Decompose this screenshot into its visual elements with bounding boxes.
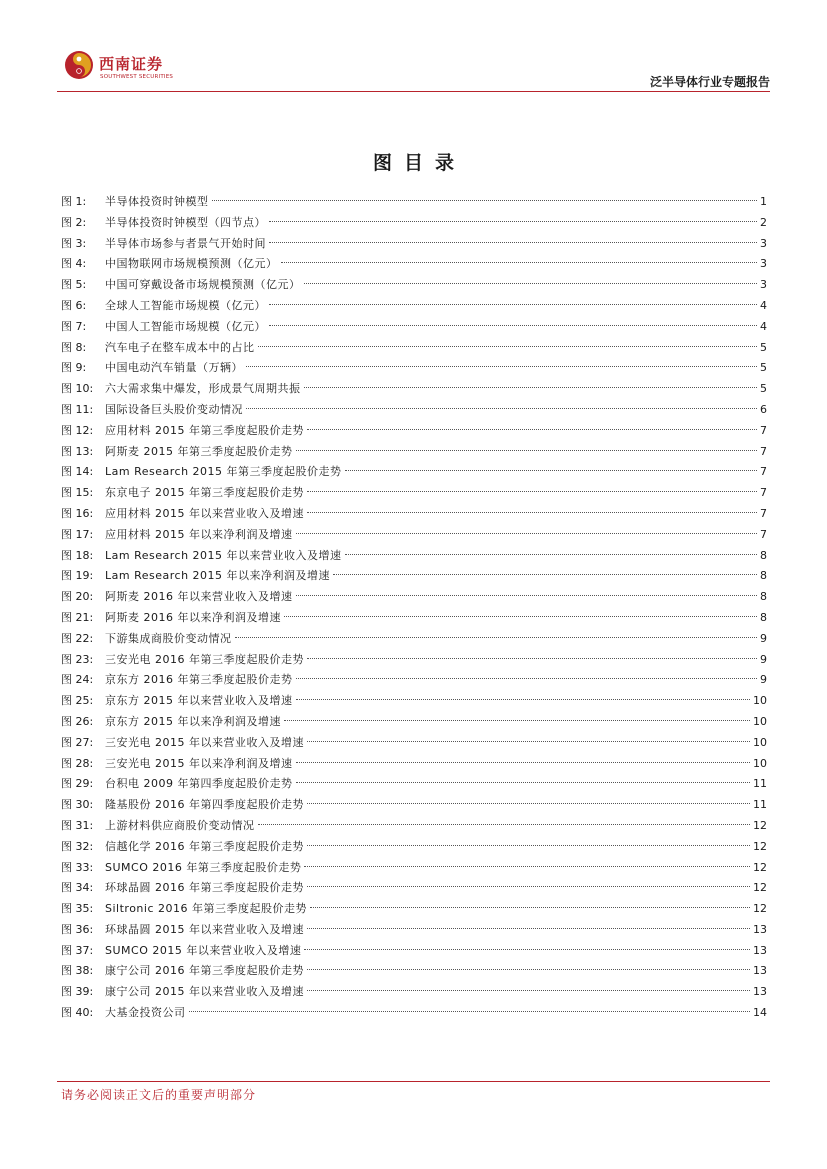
toc-entry-number: 图 11: [61, 402, 94, 416]
toc-entry-number: 图 36: [61, 922, 94, 936]
toc-entry-page: 11 [753, 777, 767, 791]
toc-entry[interactable] [61, 254, 767, 275]
toc-entry-number: 图 7: [61, 319, 87, 333]
toc-entry-title: 三安光电 2015 年以来营业收入及增速 [105, 735, 304, 749]
toc-entry-leader [284, 616, 757, 617]
toc-entry-number: 图 37: [61, 943, 94, 957]
toc-entry[interactable] [61, 961, 767, 982]
toc-entry-leader [296, 533, 758, 534]
toc-entry-title: 三安光电 2016 年第三季度起股价走势 [105, 652, 304, 666]
toc-entry-number: 图 28: [61, 756, 94, 770]
toc-entry-title: 汽车电子在整车成本中的占比 [105, 340, 255, 354]
toc-entry-title: 京东方 2015 年以来营业收入及增速 [105, 694, 293, 708]
toc-entry[interactable] [61, 691, 767, 712]
toc-entry[interactable] [61, 546, 767, 567]
toc-entry-number: 图 29: [61, 777, 94, 791]
toc-entry-page: 7 [760, 527, 767, 541]
toc-entry-title: 六大需求集中爆发，形成景气周期共振 [105, 382, 301, 396]
toc-entry-page: 3 [760, 278, 767, 292]
toc-entry-leader [304, 387, 758, 388]
toc-entry-number: 图 17: [61, 527, 94, 541]
toc-entry[interactable] [61, 733, 767, 754]
toc-entry-number: 图 4: [61, 257, 87, 271]
toc-entry-page: 3 [760, 257, 767, 271]
toc-entry[interactable] [61, 421, 767, 442]
toc-entry-leader [307, 969, 750, 970]
toc-entry-leader [269, 325, 757, 326]
toc-entry-page: 11 [753, 798, 767, 812]
toc-entry-title: 阿斯麦 2016 年以来净利润及增速 [105, 610, 281, 624]
toc-entry[interactable] [61, 878, 767, 899]
toc-entry-title: 上游材料供应商股价变动情况 [105, 818, 255, 832]
toc-entry-page: 8 [760, 590, 767, 604]
toc-entry-leader [310, 907, 750, 908]
page-title: 图目录 [372, 152, 466, 174]
toc-entry[interactable] [61, 317, 767, 338]
toc-entry-number: 图 2: [61, 215, 87, 229]
toc-entry-number: 图 21: [61, 610, 94, 624]
toc-entry-page: 9 [760, 631, 767, 645]
toc-entry-number: 图 9: [61, 361, 87, 375]
toc-entry-page: 10 [753, 756, 767, 770]
toc-entry-number: 图 15: [61, 486, 94, 500]
toc-entry-page: 4 [760, 298, 767, 312]
toc-entry-title: 中国可穿戴设备市场规模预测（亿元） [105, 278, 301, 292]
toc-entry-number: 图 23: [61, 652, 94, 666]
toc-entry-title: Lam Research 2015 年以来净利润及增速 [105, 569, 331, 583]
toc-entry-number: 图 12: [61, 423, 94, 437]
toc-entry-number: 图 10: [61, 382, 94, 396]
figure-index-list [61, 192, 767, 1024]
toc-entry-number: 图 25: [61, 694, 94, 708]
toc-entry[interactable] [61, 712, 767, 733]
toc-entry-number: 图 13: [61, 444, 94, 458]
toc-entry[interactable] [61, 296, 767, 317]
toc-entry[interactable] [61, 442, 767, 463]
toc-entry-page: 12 [753, 881, 767, 895]
toc-entry-title: 康宁公司 2016 年第三季度起股价走势 [105, 964, 304, 978]
toc-entry-page: 9 [760, 652, 767, 666]
toc-entry-leader [296, 678, 758, 679]
brand-name-en: SOUTHWEST SECURITIES [100, 74, 174, 80]
toc-entry-title: 京东方 2015 年以来净利润及增速 [105, 714, 281, 728]
toc-entry[interactable] [61, 982, 767, 1003]
toc-entry[interactable] [61, 899, 767, 920]
toc-entry-page: 1 [760, 195, 767, 208]
toc-entry-leader [304, 866, 750, 867]
toc-entry-title: 应用材料 2015 年以来净利润及增速 [105, 527, 293, 541]
toc-entry-leader [307, 658, 757, 659]
brand-name-cn: 西南证券 [99, 55, 164, 73]
toc-entry-title: 全球人工智能市场规模（亿元） [105, 298, 266, 312]
toc-entry-page: 13 [753, 943, 767, 957]
toc-entry-title: SUMCO 2015 年以来营业收入及增速 [105, 943, 302, 957]
toc-entry-leader [284, 720, 750, 721]
toc-entry[interactable] [61, 795, 767, 816]
toc-entry-page: 12 [753, 860, 767, 874]
toc-entry-leader [281, 262, 758, 263]
toc-entry-leader [269, 221, 757, 222]
toc-entry-number: 图 8: [61, 340, 87, 354]
toc-entry-title: 京东方 2016 年第三季度起股价走势 [105, 673, 293, 687]
toc-entry[interactable] [61, 483, 767, 504]
toc-entry[interactable] [61, 858, 767, 879]
toc-entry[interactable] [61, 650, 767, 671]
toc-entry-page: 7 [760, 465, 767, 479]
toc-entry-page: 10 [753, 694, 767, 708]
toc-entry-title: 中国电动汽车销量（万辆） [105, 361, 243, 375]
toc-entry-number: 图 30: [61, 798, 94, 812]
toc-entry-leader [345, 554, 757, 555]
toc-entry-title: 半导体投资时钟模型（四节点） [105, 215, 266, 229]
toc-entry-number: 图 19: [61, 569, 94, 583]
toc-entry-page: 5 [760, 382, 767, 396]
toc-entry-number: 图 32: [61, 839, 94, 853]
toc-entry-leader [212, 200, 758, 201]
toc-entry-leader [307, 928, 750, 929]
toc-entry[interactable] [61, 816, 767, 837]
toc-entry-leader [189, 1011, 751, 1012]
toc-entry-title: 半导体投资时钟模型 [105, 195, 209, 208]
page-header [57, 44, 770, 92]
footer-disclaimer: 请务必阅读正文后的重要声明部分 [61, 1088, 257, 1102]
toc-entry-title: SUMCO 2016 年第三季度起股价走势 [105, 860, 302, 874]
toc-entry[interactable] [61, 338, 767, 359]
toc-entry-title: 应用材料 2015 年以来营业收入及增速 [105, 506, 304, 520]
toc-entry[interactable] [61, 608, 767, 629]
toc-entry-number: 图 33: [61, 860, 94, 874]
toc-entry[interactable] [61, 1003, 767, 1024]
toc-entry-number: 图 22: [61, 631, 94, 645]
toc-entry-page: 8 [760, 569, 767, 583]
toc-entry-page: 10 [753, 735, 767, 749]
toc-entry-title: 东京电子 2015 年第三季度起股价走势 [105, 486, 304, 500]
toc-entry-title: 信越化学 2016 年第三季度起股价走势 [105, 839, 304, 853]
toc-entry-title: Lam Research 2015 年以来营业收入及增速 [105, 548, 342, 562]
toc-entry[interactable] [61, 275, 767, 296]
toc-entry-leader [345, 470, 757, 471]
toc-entry-title: 国际设备巨头股价变动情况 [105, 402, 243, 416]
toc-entry-page: 14 [753, 1006, 767, 1020]
toc-entry-page: 12 [753, 839, 767, 853]
toc-entry-number: 图 6: [61, 298, 87, 312]
toc-entry[interactable] [61, 629, 767, 650]
toc-entry-title: Siltronic 2016 年第三季度起股价走势 [105, 902, 307, 916]
southwest-securities-logo-icon [64, 50, 94, 80]
toc-entry-leader [246, 366, 757, 367]
toc-entry-leader [304, 949, 750, 950]
toc-entry-title: 隆基股份 2016 年第四季度起股价走势 [105, 798, 304, 812]
toc-entry[interactable] [61, 525, 767, 546]
toc-entry[interactable] [61, 400, 767, 421]
toc-entry-page: 7 [760, 486, 767, 500]
toc-entry-number: 图 39: [61, 985, 94, 999]
toc-entry-page: 13 [753, 985, 767, 999]
toc-entry-leader [246, 408, 757, 409]
toc-entry-number: 图 3: [61, 236, 87, 250]
toc-entry-title: 阿斯麦 2015 年第三季度起股价走势 [105, 444, 293, 458]
toc-entry-leader [235, 637, 758, 638]
toc-entry[interactable] [61, 234, 767, 255]
toc-entry-title: Lam Research 2015 年第三季度起股价走势 [105, 465, 342, 479]
toc-entry-page: 8 [760, 548, 767, 562]
toc-entry[interactable] [61, 837, 767, 858]
toc-entry-leader [258, 824, 751, 825]
toc-entry[interactable] [61, 941, 767, 962]
footer-divider [57, 1081, 770, 1082]
toc-entry[interactable] [61, 192, 767, 213]
toc-entry-leader [296, 782, 751, 783]
toc-entry[interactable] [61, 358, 767, 379]
toc-entry-number: 图 31: [61, 818, 94, 832]
toc-entry-title: 大基金投资公司 [105, 1006, 186, 1020]
toc-entry-title: 下游集成商股价变动情况 [105, 631, 232, 645]
toc-entry-leader [333, 574, 757, 575]
toc-entry-number: 图 16: [61, 506, 94, 520]
toc-entry-number: 图 18: [61, 548, 94, 562]
toc-entry-title: 中国人工智能市场规模（亿元） [105, 319, 266, 333]
toc-entry-page: 12 [753, 818, 767, 832]
toc-entry-title: 环球晶圆 2016 年第三季度起股价走势 [105, 881, 304, 895]
toc-entry-leader [307, 886, 750, 887]
toc-entry-page: 7 [760, 423, 767, 437]
toc-entry-page: 6 [760, 402, 767, 416]
toc-entry-number: 图 35: [61, 902, 94, 916]
toc-entry[interactable] [61, 213, 767, 234]
toc-entry-leader [296, 595, 758, 596]
toc-entry[interactable] [61, 504, 767, 525]
toc-entry[interactable] [61, 920, 767, 941]
toc-entry-number: 图 1: [61, 195, 87, 208]
toc-entry[interactable] [61, 587, 767, 608]
toc-entry-leader [269, 304, 757, 305]
toc-entry-title: 台积电 2009 年第四季度起股价走势 [105, 777, 293, 791]
toc-entry-page: 4 [760, 319, 767, 333]
toc-entry-leader [307, 845, 750, 846]
toc-entry[interactable] [61, 754, 767, 775]
report-title: 泛半导体行业专题报告 [649, 75, 770, 89]
toc-entry-page: 12 [753, 902, 767, 916]
toc-entry-title: 三安光电 2015 年以来净利润及增速 [105, 756, 293, 770]
toc-entry-leader [258, 346, 758, 347]
toc-entry-leader [307, 803, 750, 804]
toc-entry-page: 10 [753, 714, 767, 728]
toc-entry-page: 7 [760, 444, 767, 458]
toc-entry[interactable] [61, 566, 767, 587]
toc-entry[interactable] [61, 462, 767, 483]
toc-entry-title: 环球晶圆 2015 年以来营业收入及增速 [105, 922, 304, 936]
toc-entry-leader [307, 741, 750, 742]
toc-entry-number: 图 38: [61, 964, 94, 978]
toc-entry-leader [304, 283, 758, 284]
toc-entry-number: 图 27: [61, 735, 94, 749]
toc-entry-page: 13 [753, 922, 767, 936]
toc-entry-leader [307, 512, 757, 513]
toc-entry-title: 半导体市场参与者景气开始时间 [105, 236, 266, 250]
toc-entry[interactable] [61, 670, 767, 691]
toc-entry-number: 图 14: [61, 465, 94, 479]
toc-entry-number: 图 5: [61, 278, 87, 292]
toc-entry-page: 9 [760, 673, 767, 687]
toc-entry-page: 8 [760, 610, 767, 624]
toc-entry-leader [307, 429, 757, 430]
toc-entry-number: 图 40: [61, 1006, 94, 1020]
toc-entry[interactable] [61, 774, 767, 795]
toc-entry-title: 康宁公司 2015 年以来营业收入及增速 [105, 985, 304, 999]
toc-entry-page: 13 [753, 964, 767, 978]
toc-entry-page: 7 [760, 506, 767, 520]
toc-entry-page: 3 [760, 236, 767, 250]
toc-entry[interactable] [61, 379, 767, 400]
toc-entry-title: 应用材料 2015 年第三季度起股价走势 [105, 423, 304, 437]
toc-entry-leader [307, 990, 750, 991]
toc-entry-page: 5 [760, 340, 767, 354]
header-divider [57, 91, 770, 92]
toc-entry-title: 中国物联网市场规模预测（亿元） [105, 257, 278, 271]
toc-entry-title: 阿斯麦 2016 年以来营业收入及增速 [105, 590, 293, 604]
toc-entry-page: 5 [760, 361, 767, 375]
toc-entry-number: 图 34: [61, 881, 94, 895]
toc-entry-leader [307, 491, 757, 492]
toc-entry-number: 图 20: [61, 590, 94, 604]
toc-entry-number: 图 24: [61, 673, 94, 687]
toc-entry-number: 图 26: [61, 714, 94, 728]
toc-entry-leader [296, 762, 751, 763]
toc-entry-page: 2 [760, 215, 767, 229]
toc-entry-leader [296, 699, 751, 700]
toc-entry-leader [269, 242, 757, 243]
toc-entry-leader [296, 450, 758, 451]
